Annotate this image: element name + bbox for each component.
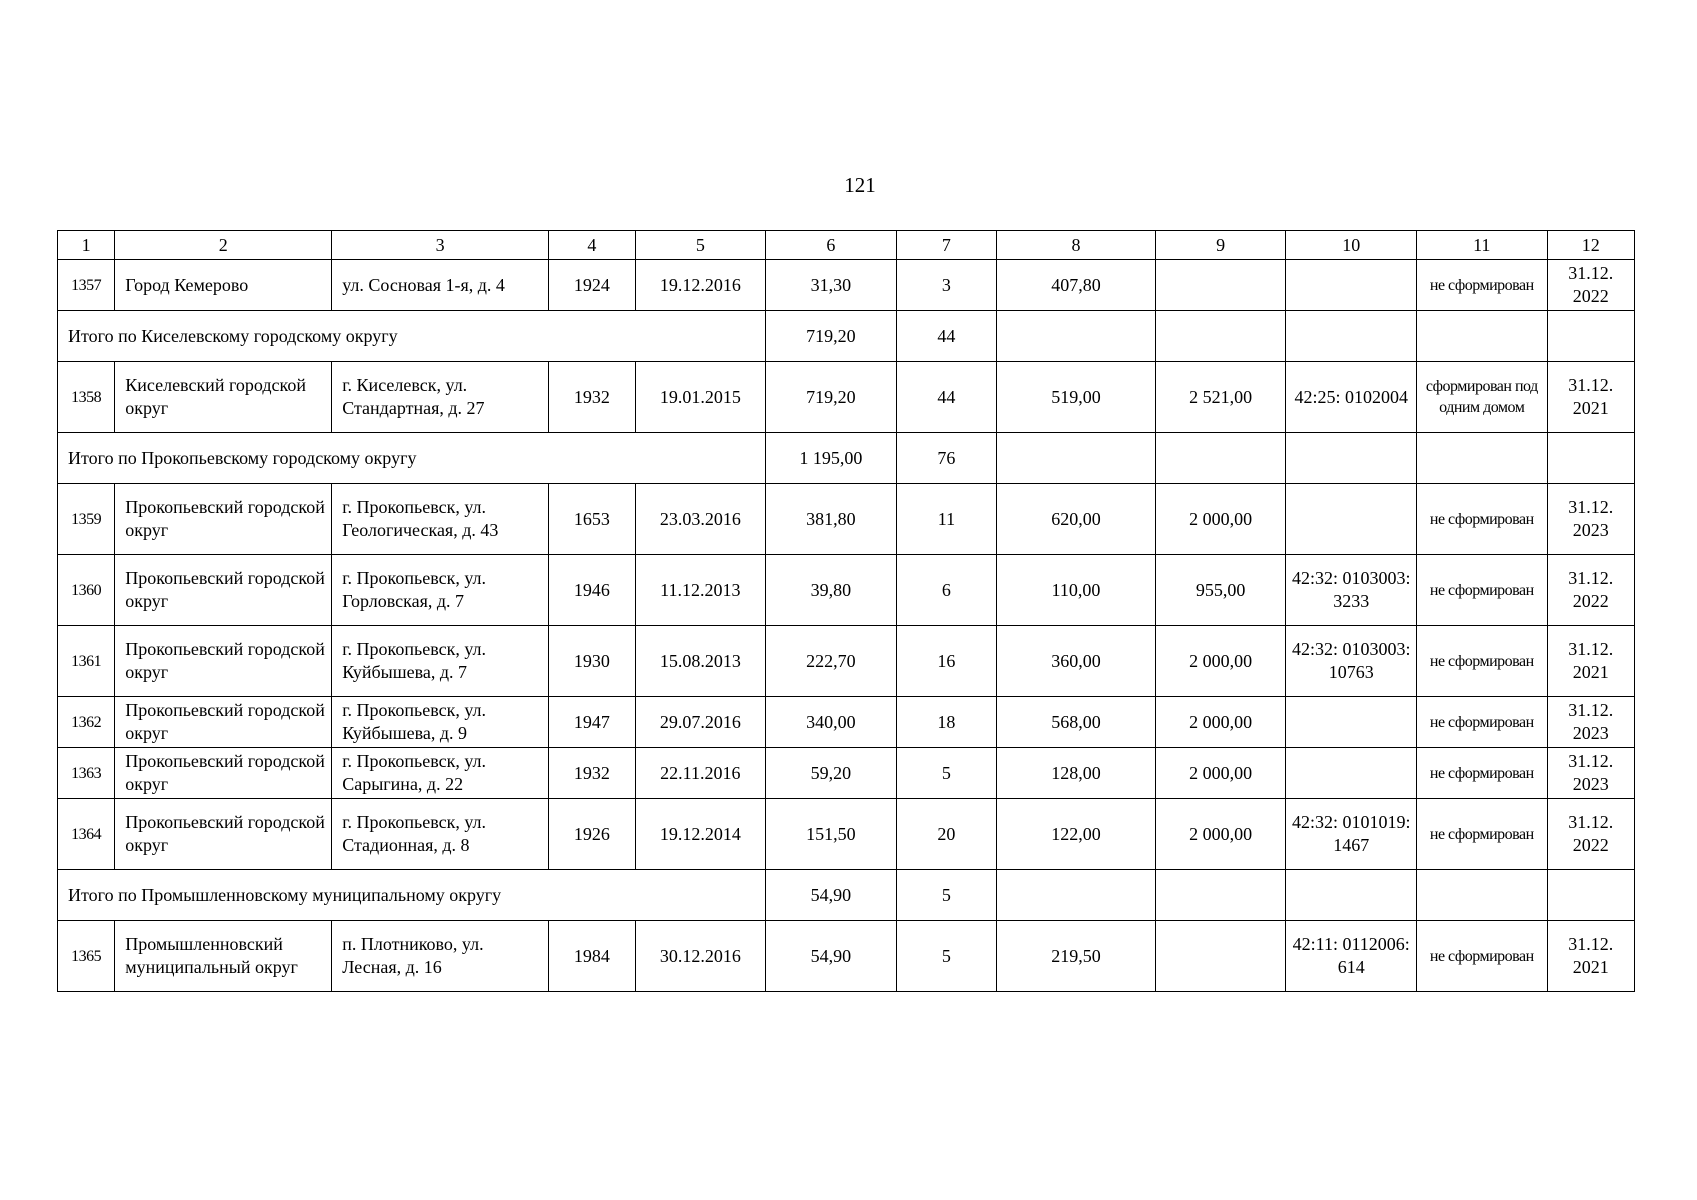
cell-area: 340,00 <box>766 697 897 748</box>
empty-cell <box>1547 311 1634 362</box>
cell-year: 1930 <box>549 626 635 697</box>
col-header-10: 10 <box>1286 231 1417 260</box>
table-row <box>58 921 1635 992</box>
cell-area: 59,20 <box>766 748 897 799</box>
empty-cell <box>1286 870 1417 921</box>
subtotal-row <box>58 870 1635 921</box>
empty-cell <box>1155 311 1286 362</box>
cell-land-status: не сформирован <box>1416 799 1547 870</box>
cell-date: 15.08.2013 <box>635 626 766 697</box>
cell-number: 1365 <box>58 921 115 992</box>
subtotal-label: Итого по Киселевскому городскому округу <box>58 311 766 362</box>
empty-cell <box>1286 433 1417 484</box>
cell-land-status: не сформирован <box>1416 626 1547 697</box>
empty-cell <box>997 870 1156 921</box>
table-row <box>58 697 1635 748</box>
subtotal-row <box>58 311 1635 362</box>
col-header-6: 6 <box>766 231 897 260</box>
cell-residents: 18 <box>896 697 996 748</box>
col-header-12: 12 <box>1547 231 1634 260</box>
cell-area: 54,90 <box>766 921 897 992</box>
cell-residents: 3 <box>896 260 996 311</box>
cell-municipality: Прокопьевский городской округ <box>115 697 332 748</box>
empty-cell <box>1547 433 1634 484</box>
cell-date: 19.12.2014 <box>635 799 766 870</box>
cell-residents: 5 <box>896 748 996 799</box>
cell-deadline: 31.12. 2023 <box>1547 697 1634 748</box>
cell-land-status: не сформирован <box>1416 555 1547 626</box>
cell-municipality: Киселевский городской округ <box>115 362 332 433</box>
cell-address: г. Киселевск, ул. Стандартная, д. 27 <box>332 362 549 433</box>
cell-area: 39,80 <box>766 555 897 626</box>
cell-cost: 2 000,00 <box>1155 626 1286 697</box>
subtotal-area: 54,90 <box>766 870 897 921</box>
table-row <box>58 799 1635 870</box>
col-header-11: 11 <box>1416 231 1547 260</box>
cell-number: 1362 <box>58 697 115 748</box>
cell-cadastral <box>1286 260 1417 311</box>
cell-date: 19.01.2015 <box>635 362 766 433</box>
col-header-5: 5 <box>635 231 766 260</box>
header-row <box>58 231 1635 260</box>
cell-area: 719,20 <box>766 362 897 433</box>
subtotal-row <box>58 433 1635 484</box>
cell-municipality: Прокопьевский городской округ <box>115 555 332 626</box>
col-header-7: 7 <box>896 231 996 260</box>
cell-deadline: 31.12. 2021 <box>1547 921 1634 992</box>
cell-year: 1984 <box>549 921 635 992</box>
cell-deadline: 31.12. 2022 <box>1547 260 1634 311</box>
cell-cadastral <box>1286 697 1417 748</box>
cell-number: 1358 <box>58 362 115 433</box>
table-row <box>58 626 1635 697</box>
cell-cadastral: 42:11: 0112006: 614 <box>1286 921 1417 992</box>
cell-area: 222,70 <box>766 626 897 697</box>
cell-address: г. Прокопьевск, ул. Сарыгина, д. 22 <box>332 748 549 799</box>
cell-address: п. Плотниково, ул. Лесная, д. 16 <box>332 921 549 992</box>
cell-deadline: 31.12. 2021 <box>1547 362 1634 433</box>
cell-land-area: 360,00 <box>997 626 1156 697</box>
cell-date: 19.12.2016 <box>635 260 766 311</box>
col-header-9: 9 <box>1155 231 1286 260</box>
col-header-2: 2 <box>115 231 332 260</box>
cell-deadline: 31.12. 2023 <box>1547 484 1634 555</box>
cell-date: 30.12.2016 <box>635 921 766 992</box>
cell-address: г. Прокопьевск, ул. Куйбышева, д. 9 <box>332 697 549 748</box>
cell-cost: 2 000,00 <box>1155 484 1286 555</box>
cell-number: 1364 <box>58 799 115 870</box>
cell-cadastral: 42:32: 0103003: 3233 <box>1286 555 1417 626</box>
cell-cost: 2 000,00 <box>1155 799 1286 870</box>
cell-municipality: Прокопьевский городской округ <box>115 799 332 870</box>
cell-land-area: 568,00 <box>997 697 1156 748</box>
housing-register-table <box>57 230 1635 992</box>
cell-deadline: 31.12. 2022 <box>1547 555 1634 626</box>
cell-land-area: 519,00 <box>997 362 1156 433</box>
cell-cadastral: 42:25: 0102004 <box>1286 362 1417 433</box>
table-row <box>58 555 1635 626</box>
empty-cell <box>1155 870 1286 921</box>
col-header-3: 3 <box>332 231 549 260</box>
table-row <box>58 748 1635 799</box>
page-number: 121 <box>844 173 876 197</box>
cell-area: 151,50 <box>766 799 897 870</box>
cell-deadline: 31.12. 2023 <box>1547 748 1634 799</box>
subtotal-label: Итого по Прокопьевскому городскому округу <box>58 433 766 484</box>
cell-year: 1946 <box>549 555 635 626</box>
cell-land-status: не сформирован <box>1416 260 1547 311</box>
cell-residents: 5 <box>896 921 996 992</box>
cell-address: г. Прокопьевск, ул. Куйбышева, д. 7 <box>332 626 549 697</box>
subtotal-label: Итого по Промышленновскому муниципальному округу <box>58 870 766 921</box>
cell-number: 1359 <box>58 484 115 555</box>
cell-year: 1924 <box>549 260 635 311</box>
cell-cadastral: 42:32: 0103003: 10763 <box>1286 626 1417 697</box>
cell-land-area: 122,00 <box>997 799 1156 870</box>
table-row <box>58 484 1635 555</box>
cell-municipality: Прокопьевский городской округ <box>115 748 332 799</box>
table-row <box>58 362 1635 433</box>
cell-number: 1363 <box>58 748 115 799</box>
col-header-1: 1 <box>58 231 115 260</box>
cell-land-area: 128,00 <box>997 748 1156 799</box>
cell-cost: 955,00 <box>1155 555 1286 626</box>
cell-land-area: 219,50 <box>997 921 1156 992</box>
cell-land-status: не сформирован <box>1416 697 1547 748</box>
empty-cell <box>997 433 1156 484</box>
cell-date: 22.11.2016 <box>635 748 766 799</box>
cell-municipality: Прокопьевский городской округ <box>115 626 332 697</box>
subtotal-area: 1 195,00 <box>766 433 897 484</box>
cell-land-area: 620,00 <box>997 484 1156 555</box>
cell-year: 1947 <box>549 697 635 748</box>
cell-land-status: не сформирован <box>1416 484 1547 555</box>
cell-cadastral <box>1286 748 1417 799</box>
cell-land-status: не сформирован <box>1416 921 1547 992</box>
col-header-4: 4 <box>549 231 635 260</box>
cell-deadline: 31.12. 2021 <box>1547 626 1634 697</box>
cell-deadline: 31.12. 2022 <box>1547 799 1634 870</box>
empty-cell <box>1416 311 1547 362</box>
cell-residents: 11 <box>896 484 996 555</box>
cell-land-area: 110,00 <box>997 555 1156 626</box>
subtotal-residents: 5 <box>896 870 996 921</box>
cell-municipality: Город Кемерово <box>115 260 332 311</box>
cell-area: 381,80 <box>766 484 897 555</box>
empty-cell <box>1416 433 1547 484</box>
cell-address: г. Прокопьевск, ул. Геологическая, д. 43 <box>332 484 549 555</box>
cell-land-status: сформирован под одним домом <box>1416 362 1547 433</box>
cell-residents: 20 <box>896 799 996 870</box>
subtotal-area: 719,20 <box>766 311 897 362</box>
empty-cell <box>1547 870 1634 921</box>
cell-land-status: не сформирован <box>1416 748 1547 799</box>
cell-municipality: Прокопьевский городской округ <box>115 484 332 555</box>
cell-cost: 2 000,00 <box>1155 748 1286 799</box>
cell-date: 29.07.2016 <box>635 697 766 748</box>
cell-cost <box>1155 260 1286 311</box>
cell-residents: 6 <box>896 555 996 626</box>
cell-number: 1360 <box>58 555 115 626</box>
cell-year: 1932 <box>549 362 635 433</box>
empty-cell <box>1416 870 1547 921</box>
cell-number: 1357 <box>58 260 115 311</box>
empty-cell <box>1155 433 1286 484</box>
cell-municipality: Промышленновский муниципальный округ <box>115 921 332 992</box>
empty-cell <box>1286 311 1417 362</box>
cell-year: 1926 <box>549 799 635 870</box>
col-header-8: 8 <box>997 231 1156 260</box>
cell-land-area: 407,80 <box>997 260 1156 311</box>
cell-residents: 16 <box>896 626 996 697</box>
cell-year: 1932 <box>549 748 635 799</box>
cell-cadastral <box>1286 484 1417 555</box>
cell-number: 1361 <box>58 626 115 697</box>
cell-date: 23.03.2016 <box>635 484 766 555</box>
cell-cost: 2 000,00 <box>1155 697 1286 748</box>
cell-address: ул. Сосновая 1-я, д. 4 <box>332 260 549 311</box>
subtotal-residents: 76 <box>896 433 996 484</box>
cell-cost: 2 521,00 <box>1155 362 1286 433</box>
cell-date: 11.12.2013 <box>635 555 766 626</box>
table-row <box>58 260 1635 311</box>
cell-address: г. Прокопьевск, ул. Горловская, д. 7 <box>332 555 549 626</box>
cell-cadastral: 42:32: 0101019: 1467 <box>1286 799 1417 870</box>
cell-year: 1653 <box>549 484 635 555</box>
cell-cost <box>1155 921 1286 992</box>
cell-address: г. Прокопьевск, ул. Стадионная, д. 8 <box>332 799 549 870</box>
empty-cell <box>997 311 1156 362</box>
subtotal-residents: 44 <box>896 311 996 362</box>
cell-area: 31,30 <box>766 260 897 311</box>
cell-residents: 44 <box>896 362 996 433</box>
